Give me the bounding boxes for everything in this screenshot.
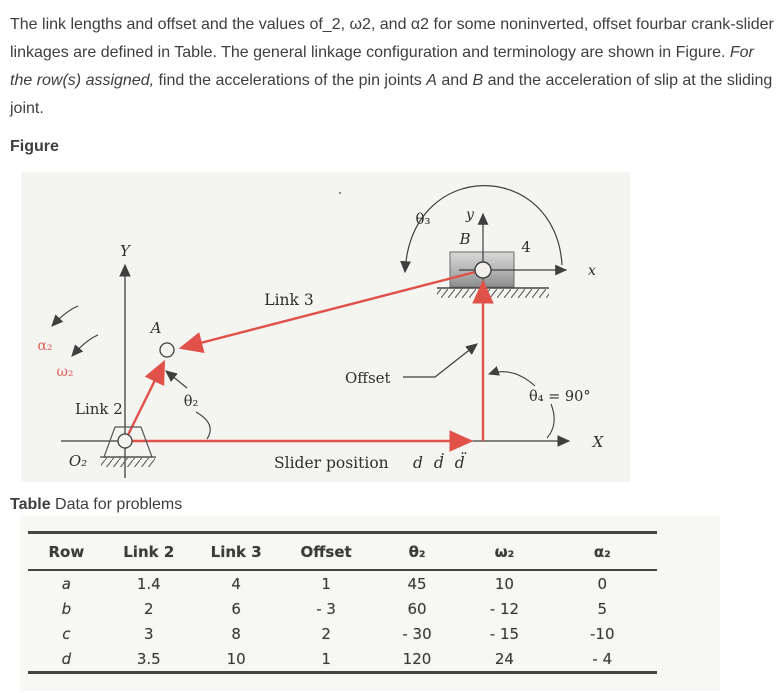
- joint-b-ref: B: [472, 72, 484, 89]
- statement-italic: For the row(s) assigned,: [10, 44, 754, 89]
- col-header-offset: Offset: [280, 533, 373, 571]
- col-header-link2: Link 2: [105, 533, 193, 571]
- label-origin-o2: O₂: [68, 452, 88, 470]
- alpha2-rotation-arrow: [52, 306, 78, 326]
- table-heading-bold: Table: [10, 496, 51, 513]
- ground-hatching-slider: [437, 289, 549, 298]
- table-cell: 45: [407, 574, 427, 593]
- label-link4: 4: [521, 238, 531, 256]
- col-header-theta2: θ₂: [373, 533, 462, 571]
- label-axis-X: X: [592, 433, 604, 451]
- label-omega2: ω₂: [56, 364, 74, 380]
- omega2-rotation-arrow: [72, 335, 98, 356]
- table-cell: - 30: [402, 624, 432, 643]
- table-cell: b: [61, 599, 72, 618]
- table-cell: - 4: [592, 649, 613, 668]
- table-cell: 6: [231, 599, 241, 618]
- col-header-alpha2: α₂: [548, 533, 657, 571]
- table-cell: 10: [494, 574, 514, 593]
- label-joint-a: A: [150, 319, 162, 337]
- joint-a-ref: A: [426, 72, 437, 89]
- linkage-diagram-svg: [21, 172, 630, 482]
- table-cell: 3.5: [136, 649, 161, 668]
- table-cell: 10: [226, 649, 246, 668]
- table-cell: 5: [597, 599, 608, 618]
- label-alpha2: α₂: [37, 338, 53, 354]
- table-cell: 2: [321, 624, 331, 643]
- problem-data-table: [28, 531, 657, 674]
- offset-pointer-arrow: [403, 344, 477, 377]
- col-header-row: Row: [28, 533, 105, 571]
- scan-artifact-dot: [339, 192, 341, 194]
- table-cell: 4: [231, 574, 241, 593]
- table-cell: d: [61, 649, 72, 668]
- table-row-c: [28, 621, 657, 646]
- link2-vector: [125, 362, 164, 441]
- table-row-d: [28, 646, 657, 673]
- ground-hatching-o2: [101, 458, 155, 467]
- pin-b: [475, 262, 491, 278]
- link3-vector: [181, 270, 483, 348]
- theta4-arc-lower: [547, 404, 554, 438]
- pin-a: [160, 343, 174, 357]
- figure-diagram: [21, 172, 630, 482]
- figure-heading: Figure: [10, 138, 59, 155]
- theta4-arc-upper: [489, 372, 535, 386]
- table-header-row: [28, 533, 657, 571]
- table-cell: - 3: [316, 599, 336, 618]
- problem-statement: [10, 11, 776, 123]
- data-table-scan: [20, 516, 720, 691]
- table-cell: c: [62, 624, 71, 643]
- statement-conj: and: [436, 72, 473, 89]
- label-axis-y-local: y: [466, 207, 474, 223]
- table-row-b: [28, 596, 657, 621]
- statement-text-3: and the acceleration of slip at the sliding joint.: [10, 72, 773, 117]
- label-link3: Link 3: [264, 291, 314, 309]
- col-header-link3: Link 3: [193, 533, 280, 571]
- table-heading: [10, 491, 182, 519]
- label-link2: Link 2: [75, 400, 123, 418]
- label-axis-Y: Y: [120, 242, 130, 260]
- pin-o2: [118, 434, 132, 448]
- table-cell: 120: [402, 649, 432, 668]
- table-heading-rest: Data for problems: [50, 496, 183, 513]
- link2-pointer-arrow: [166, 371, 187, 388]
- slider-block: [437, 252, 549, 298]
- col-header-omega2: ω₂: [461, 533, 547, 571]
- label-joint-b: B: [459, 230, 471, 248]
- table-cell: 3: [143, 624, 154, 643]
- table-cell: -10: [590, 624, 615, 643]
- label-offset: Offset: [345, 369, 391, 387]
- label-slider-vars: d ḋ d̈: [413, 454, 465, 472]
- statement-text-2: find the accelerations of the pin joints: [154, 72, 427, 89]
- table-cell: 1: [321, 574, 331, 593]
- label-theta4: θ₄ = 90°: [529, 389, 591, 405]
- table-row-a: [28, 570, 657, 596]
- table-cell: 0: [597, 574, 608, 593]
- table-cell: a: [61, 574, 71, 593]
- label-theta3: θ₃: [415, 210, 431, 228]
- label-theta2: θ₂: [183, 394, 199, 410]
- table-cell: 2: [143, 599, 154, 618]
- label-slider-position: Slider position: [274, 454, 389, 472]
- table-cell: 60: [407, 599, 427, 618]
- table-cell: 8: [231, 624, 241, 643]
- table-cell: - 12: [489, 599, 520, 618]
- table-cell: 1: [321, 649, 331, 668]
- table-cell: - 15: [489, 624, 520, 643]
- statement-text-1: The link lengths and offset and the values of_2, ω2, and α2 for some noninverted, offset fourbar crank-slider linkages are defined in Table. The general linkage configuration and terminology are shown in Figure.: [10, 16, 774, 61]
- theta2-arc: [196, 412, 210, 439]
- label-axis-x-local: x: [588, 263, 596, 279]
- table-cell: 24: [494, 649, 514, 668]
- table-cell: 1.4: [136, 574, 161, 593]
